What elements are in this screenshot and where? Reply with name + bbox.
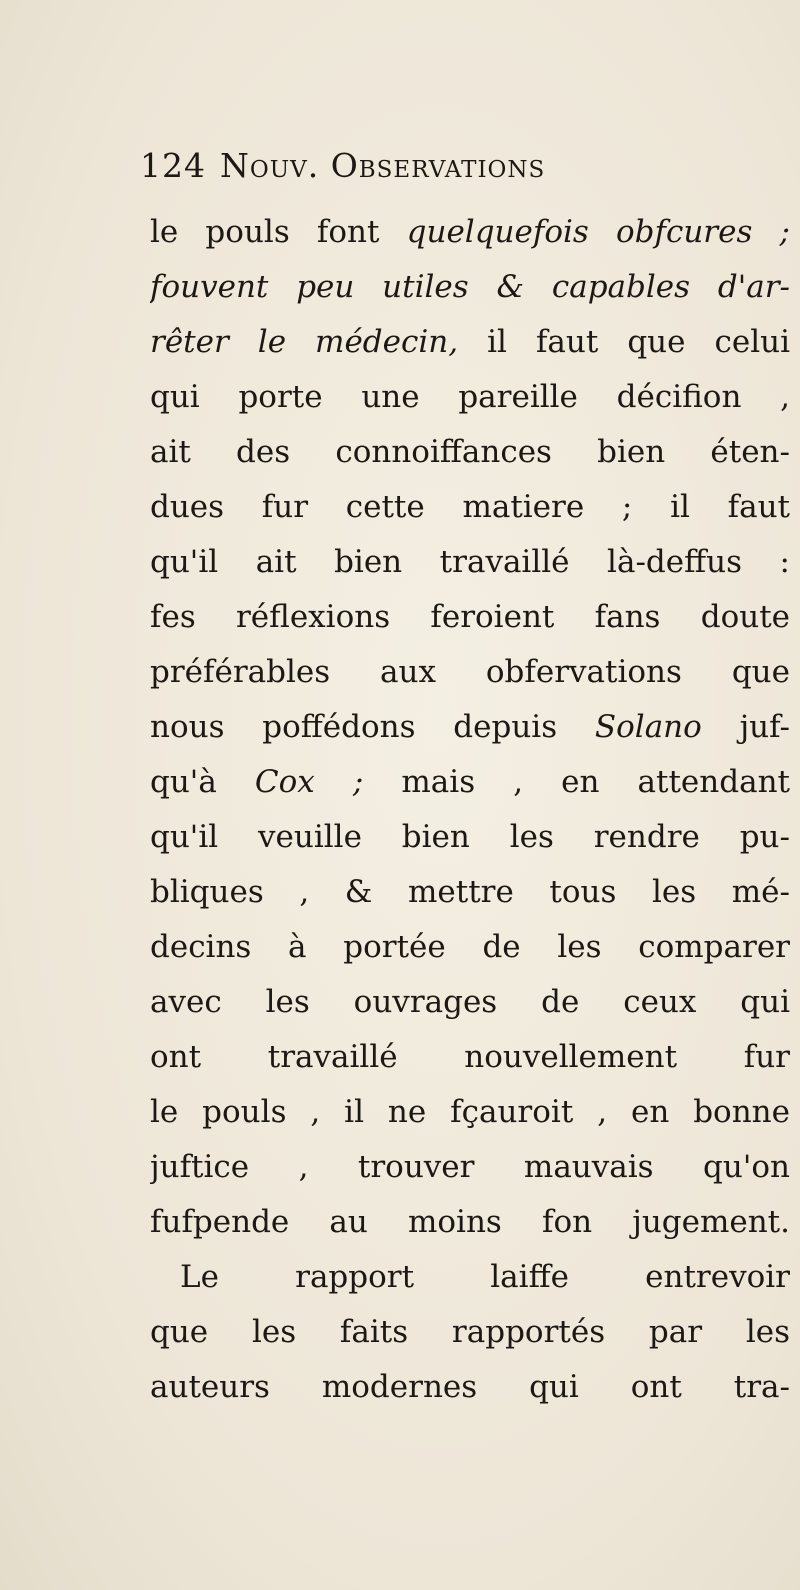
text-segment: Le rapport laiffe entrevoir (180, 1259, 790, 1295)
text-line (150, 425, 790, 480)
running-title: Nouv. Observations (220, 146, 546, 185)
text-segment: ait des connoiffances bien éten- (150, 434, 790, 470)
text-line (150, 1250, 790, 1305)
text-segment: decins à portée de les comparer (150, 929, 790, 965)
text-line (150, 1085, 790, 1140)
text-line (150, 1140, 790, 1195)
italic-segment: rêter le médecin, (150, 324, 459, 360)
text-segment: ont travaillé nouvellement fur (150, 1039, 790, 1075)
text-line (150, 700, 790, 755)
text-segment: préférables aux obfervations que (150, 654, 790, 690)
text-segment: qui porte une pareille décifion , (150, 379, 790, 415)
text-line (150, 370, 790, 425)
text-line (150, 810, 790, 865)
page-header (140, 146, 740, 196)
text-line (150, 1305, 790, 1360)
body-text (150, 205, 790, 1415)
text-line (150, 1360, 790, 1415)
text-segment: juf- (701, 709, 790, 745)
text-segment: avec les ouvrages de ceux qui (150, 984, 790, 1020)
text-segment: le pouls font (150, 214, 407, 250)
page-number: 124 (140, 146, 206, 185)
text-segment: nous poffédons depuis (150, 709, 595, 745)
text-segment: qu'à (150, 764, 255, 800)
text-segment: bliques , & mettre tous les mé- (150, 874, 790, 910)
text-line (150, 755, 790, 810)
italic-segment: Solano (594, 709, 702, 745)
italic-segment: Cox ; (254, 764, 364, 800)
italic-segment: fouvent peu utiles & capables d'ar- (150, 269, 790, 305)
text-line (150, 205, 790, 260)
text-segment: il faut que celui (458, 324, 790, 360)
text-line (150, 315, 790, 370)
text-line (150, 260, 790, 315)
text-segment: mais , en attendant (363, 764, 790, 800)
text-segment: dues fur cette matiere ; il faut (150, 489, 790, 525)
italic-segment: quelquefois obfcures ; (406, 214, 790, 250)
text-segment: auteurs modernes qui ont tra- (150, 1369, 790, 1405)
text-segment: qu'il ait bien travaillé là-deffus : (150, 544, 790, 580)
text-line (150, 975, 790, 1030)
text-line (150, 920, 790, 975)
text-segment: qu'il veuille bien les rendre pu- (150, 819, 790, 855)
text-line (150, 865, 790, 920)
text-segment: que les faits rapportés par les (150, 1314, 790, 1350)
text-line (150, 535, 790, 590)
text-segment: fes réflexions feroient fans doute (150, 599, 790, 635)
text-segment: juftice , trouver mauvais qu'on (150, 1149, 790, 1185)
text-segment: fufpende au moins fon jugement. (150, 1204, 790, 1240)
text-line (150, 1195, 790, 1250)
text-line (150, 1030, 790, 1085)
text-line (150, 590, 790, 645)
text-line (150, 645, 790, 700)
text-segment: le pouls , il ne fçauroit , en bonne (150, 1094, 790, 1130)
text-line (150, 480, 790, 535)
